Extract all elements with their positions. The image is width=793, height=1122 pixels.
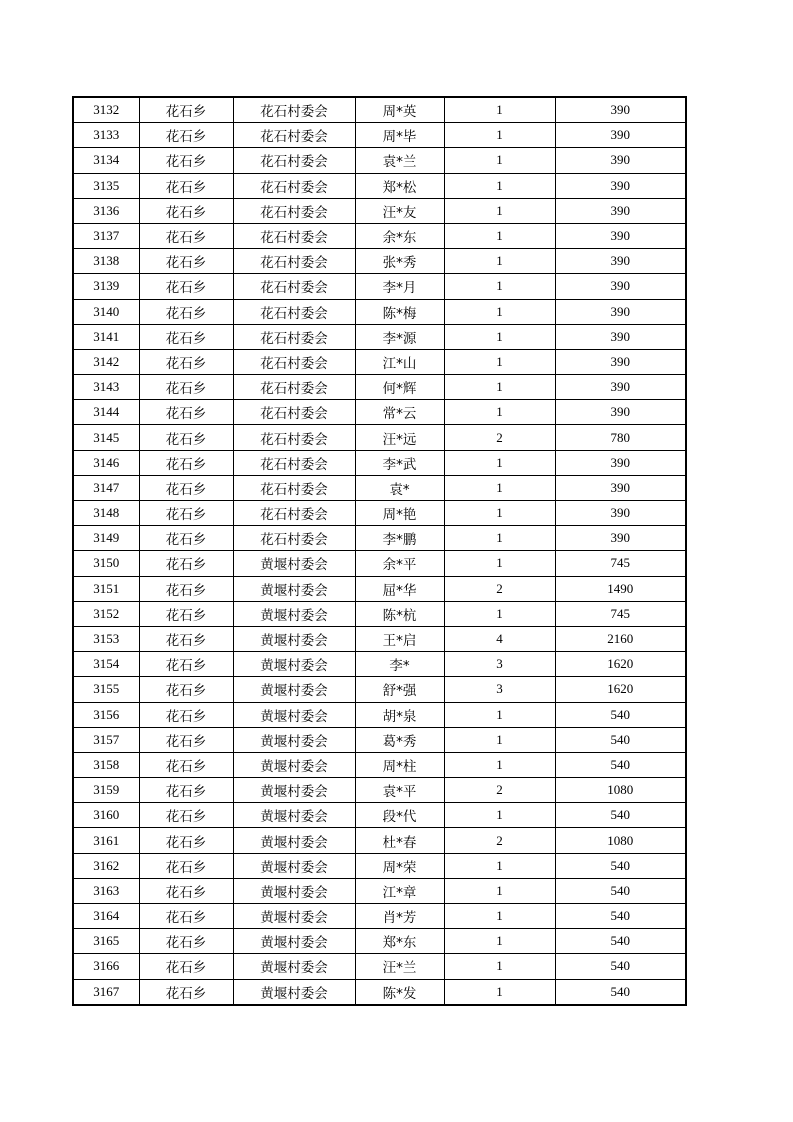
village-committee-cell: 黄堰村委会 (233, 929, 355, 954)
count-cell: 1 (444, 727, 555, 752)
count-cell: 3 (444, 677, 555, 702)
amount-cell: 540 (555, 702, 686, 727)
village-committee-cell: 花石村委会 (233, 97, 355, 123)
township-cell: 花石乡 (139, 249, 233, 274)
name-cell: 袁* (355, 475, 444, 500)
township-cell: 花石乡 (139, 601, 233, 626)
row-number-cell: 3149 (73, 526, 139, 551)
row-number-cell: 3150 (73, 551, 139, 576)
row-number-cell: 3141 (73, 324, 139, 349)
row-number-cell: 3147 (73, 475, 139, 500)
name-cell: 李*鹏 (355, 526, 444, 551)
name-cell: 陈*梅 (355, 299, 444, 324)
name-cell: 杜*春 (355, 828, 444, 853)
village-committee-cell: 黄堰村委会 (233, 576, 355, 601)
name-cell: 郑*松 (355, 173, 444, 198)
amount-cell: 2160 (555, 626, 686, 651)
row-number-cell: 3162 (73, 853, 139, 878)
amount-cell: 1490 (555, 576, 686, 601)
village-committee-cell: 花石村委会 (233, 324, 355, 349)
table-row (73, 274, 686, 299)
table-row (73, 702, 686, 727)
amount-cell: 390 (555, 148, 686, 173)
amount-cell: 745 (555, 601, 686, 626)
name-cell: 周*柱 (355, 752, 444, 777)
row-number-cell: 3134 (73, 148, 139, 173)
village-committee-cell: 黄堰村委会 (233, 752, 355, 777)
amount-cell: 780 (555, 425, 686, 450)
count-cell: 2 (444, 576, 555, 601)
name-cell: 肖*芳 (355, 904, 444, 929)
row-number-cell: 3133 (73, 123, 139, 148)
name-cell: 胡*泉 (355, 702, 444, 727)
table-row (73, 249, 686, 274)
village-committee-cell: 花石村委会 (233, 450, 355, 475)
name-cell: 袁*兰 (355, 148, 444, 173)
table-row (73, 752, 686, 777)
name-cell: 余*东 (355, 223, 444, 248)
amount-cell: 1080 (555, 778, 686, 803)
amount-cell: 390 (555, 97, 686, 123)
table-row (73, 677, 686, 702)
count-cell: 1 (444, 501, 555, 526)
count-cell: 1 (444, 954, 555, 979)
village-committee-cell: 花石村委会 (233, 148, 355, 173)
count-cell: 1 (444, 878, 555, 903)
row-number-cell: 3152 (73, 601, 139, 626)
village-committee-cell: 黄堰村委会 (233, 677, 355, 702)
name-cell: 周*艳 (355, 501, 444, 526)
count-cell: 1 (444, 551, 555, 576)
village-committee-cell: 黄堰村委会 (233, 727, 355, 752)
village-committee-cell: 黄堰村委会 (233, 979, 355, 1005)
amount-cell: 540 (555, 929, 686, 954)
row-number-cell: 3166 (73, 954, 139, 979)
village-committee-cell: 黄堰村委会 (233, 778, 355, 803)
table-row (73, 954, 686, 979)
count-cell: 1 (444, 173, 555, 198)
village-committee-cell: 黄堰村委会 (233, 601, 355, 626)
row-number-cell: 3138 (73, 249, 139, 274)
row-number-cell: 3155 (73, 677, 139, 702)
table-row (73, 626, 686, 651)
row-number-cell: 3158 (73, 752, 139, 777)
amount-cell: 390 (555, 274, 686, 299)
count-cell: 1 (444, 904, 555, 929)
count-cell: 1 (444, 526, 555, 551)
row-number-cell: 3151 (73, 576, 139, 601)
name-cell: 陈*杭 (355, 601, 444, 626)
township-cell: 花石乡 (139, 223, 233, 248)
table-row (73, 475, 686, 500)
count-cell: 1 (444, 349, 555, 374)
count-cell: 1 (444, 929, 555, 954)
village-committee-cell: 花石村委会 (233, 249, 355, 274)
township-cell: 花石乡 (139, 501, 233, 526)
village-committee-cell: 黄堰村委会 (233, 954, 355, 979)
village-committee-cell: 花石村委会 (233, 501, 355, 526)
name-cell: 周*英 (355, 97, 444, 123)
count-cell: 3 (444, 652, 555, 677)
count-cell: 1 (444, 450, 555, 475)
count-cell: 2 (444, 778, 555, 803)
village-committee-cell: 花石村委会 (233, 375, 355, 400)
amount-cell: 390 (555, 400, 686, 425)
village-committee-cell: 花石村委会 (233, 475, 355, 500)
row-number-cell: 3159 (73, 778, 139, 803)
township-cell: 花石乡 (139, 425, 233, 450)
amount-cell: 1620 (555, 652, 686, 677)
table-row (73, 727, 686, 752)
village-committee-cell: 花石村委会 (233, 400, 355, 425)
row-number-cell: 3144 (73, 400, 139, 425)
count-cell: 2 (444, 828, 555, 853)
amount-cell: 540 (555, 878, 686, 903)
amount-cell: 390 (555, 173, 686, 198)
township-cell: 花石乡 (139, 299, 233, 324)
row-number-cell: 3137 (73, 223, 139, 248)
count-cell: 1 (444, 123, 555, 148)
township-cell: 花石乡 (139, 349, 233, 374)
count-cell: 1 (444, 375, 555, 400)
row-number-cell: 3163 (73, 878, 139, 903)
count-cell: 1 (444, 803, 555, 828)
name-cell: 周*荣 (355, 853, 444, 878)
amount-cell: 1080 (555, 828, 686, 853)
table-row (73, 425, 686, 450)
table-row (73, 828, 686, 853)
township-cell: 花石乡 (139, 727, 233, 752)
name-cell: 李*源 (355, 324, 444, 349)
name-cell: 屈*华 (355, 576, 444, 601)
row-number-cell: 3167 (73, 979, 139, 1005)
count-cell: 1 (444, 475, 555, 500)
township-cell: 花石乡 (139, 929, 233, 954)
row-number-cell: 3142 (73, 349, 139, 374)
count-cell: 1 (444, 752, 555, 777)
amount-cell: 540 (555, 954, 686, 979)
amount-cell: 390 (555, 526, 686, 551)
amount-cell: 390 (555, 223, 686, 248)
village-committee-cell: 花石村委会 (233, 349, 355, 374)
village-committee-cell: 花石村委会 (233, 173, 355, 198)
amount-cell: 540 (555, 853, 686, 878)
village-committee-cell: 花石村委会 (233, 299, 355, 324)
township-cell: 花石乡 (139, 904, 233, 929)
township-cell: 花石乡 (139, 375, 233, 400)
data-table (72, 96, 687, 1006)
amount-cell: 540 (555, 904, 686, 929)
name-cell: 葛*秀 (355, 727, 444, 752)
village-committee-cell: 黄堰村委会 (233, 904, 355, 929)
count-cell: 2 (444, 425, 555, 450)
table-row (73, 929, 686, 954)
table-row (73, 576, 686, 601)
count-cell: 1 (444, 299, 555, 324)
name-cell: 李* (355, 652, 444, 677)
name-cell: 周*毕 (355, 123, 444, 148)
amount-cell: 540 (555, 752, 686, 777)
amount-cell: 1620 (555, 677, 686, 702)
name-cell: 李*武 (355, 450, 444, 475)
count-cell: 1 (444, 249, 555, 274)
table-row (73, 223, 686, 248)
name-cell: 常*云 (355, 400, 444, 425)
table-row (73, 853, 686, 878)
village-committee-cell: 花石村委会 (233, 223, 355, 248)
name-cell: 舒*强 (355, 677, 444, 702)
amount-cell: 390 (555, 324, 686, 349)
village-committee-cell: 花石村委会 (233, 198, 355, 223)
township-cell: 花石乡 (139, 979, 233, 1005)
row-number-cell: 3156 (73, 702, 139, 727)
township-cell: 花石乡 (139, 450, 233, 475)
name-cell: 李*月 (355, 274, 444, 299)
count-cell: 1 (444, 274, 555, 299)
village-committee-cell: 花石村委会 (233, 425, 355, 450)
township-cell: 花石乡 (139, 97, 233, 123)
row-number-cell: 3139 (73, 274, 139, 299)
name-cell: 汪*兰 (355, 954, 444, 979)
village-committee-cell: 黄堰村委会 (233, 551, 355, 576)
table-body (73, 97, 686, 1005)
name-cell: 汪*远 (355, 425, 444, 450)
township-cell: 花石乡 (139, 123, 233, 148)
row-number-cell: 3154 (73, 652, 139, 677)
township-cell: 花石乡 (139, 702, 233, 727)
amount-cell: 390 (555, 299, 686, 324)
amount-cell: 745 (555, 551, 686, 576)
count-cell: 1 (444, 223, 555, 248)
table-row (73, 878, 686, 903)
village-committee-cell: 黄堰村委会 (233, 853, 355, 878)
row-number-cell: 3153 (73, 626, 139, 651)
township-cell: 花石乡 (139, 954, 233, 979)
row-number-cell: 3143 (73, 375, 139, 400)
count-cell: 1 (444, 324, 555, 349)
amount-cell: 390 (555, 375, 686, 400)
amount-cell: 390 (555, 123, 686, 148)
table-row (73, 979, 686, 1005)
township-cell: 花石乡 (139, 752, 233, 777)
count-cell: 1 (444, 97, 555, 123)
township-cell: 花石乡 (139, 853, 233, 878)
name-cell: 何*辉 (355, 375, 444, 400)
table-row (73, 904, 686, 929)
count-cell: 1 (444, 979, 555, 1005)
village-committee-cell: 黄堰村委会 (233, 702, 355, 727)
village-committee-cell: 花石村委会 (233, 123, 355, 148)
table-row (73, 324, 686, 349)
village-committee-cell: 黄堰村委会 (233, 878, 355, 903)
township-cell: 花石乡 (139, 324, 233, 349)
township-cell: 花石乡 (139, 173, 233, 198)
row-number-cell: 3160 (73, 803, 139, 828)
name-cell: 段*代 (355, 803, 444, 828)
township-cell: 花石乡 (139, 652, 233, 677)
name-cell: 袁*平 (355, 778, 444, 803)
table-row (73, 803, 686, 828)
count-cell: 1 (444, 853, 555, 878)
village-committee-cell: 黄堰村委会 (233, 828, 355, 853)
name-cell: 郑*东 (355, 929, 444, 954)
village-committee-cell: 黄堰村委会 (233, 803, 355, 828)
amount-cell: 390 (555, 450, 686, 475)
township-cell: 花石乡 (139, 677, 233, 702)
township-cell: 花石乡 (139, 198, 233, 223)
table-row (73, 778, 686, 803)
name-cell: 余*平 (355, 551, 444, 576)
amount-cell: 540 (555, 727, 686, 752)
table-row (73, 299, 686, 324)
table-row (73, 551, 686, 576)
count-cell: 1 (444, 702, 555, 727)
township-cell: 花石乡 (139, 274, 233, 299)
count-cell: 4 (444, 626, 555, 651)
amount-cell: 390 (555, 349, 686, 374)
amount-cell: 390 (555, 198, 686, 223)
table-row (73, 123, 686, 148)
name-cell: 江*章 (355, 878, 444, 903)
row-number-cell: 3135 (73, 173, 139, 198)
table-row (73, 375, 686, 400)
row-number-cell: 3145 (73, 425, 139, 450)
township-cell: 花石乡 (139, 526, 233, 551)
amount-cell: 390 (555, 475, 686, 500)
table-row (73, 501, 686, 526)
row-number-cell: 3161 (73, 828, 139, 853)
row-number-cell: 3157 (73, 727, 139, 752)
table-row (73, 601, 686, 626)
table-row (73, 652, 686, 677)
name-cell: 江*山 (355, 349, 444, 374)
count-cell: 1 (444, 601, 555, 626)
name-cell: 张*秀 (355, 249, 444, 274)
row-number-cell: 3136 (73, 198, 139, 223)
row-number-cell: 3164 (73, 904, 139, 929)
amount-cell: 390 (555, 249, 686, 274)
township-cell: 花石乡 (139, 778, 233, 803)
count-cell: 1 (444, 148, 555, 173)
township-cell: 花石乡 (139, 148, 233, 173)
table-row (73, 198, 686, 223)
village-committee-cell: 花石村委会 (233, 526, 355, 551)
table-row (73, 400, 686, 425)
table-row (73, 450, 686, 475)
row-number-cell: 3146 (73, 450, 139, 475)
amount-cell: 540 (555, 979, 686, 1005)
name-cell: 陈*发 (355, 979, 444, 1005)
row-number-cell: 3165 (73, 929, 139, 954)
village-committee-cell: 黄堰村委会 (233, 626, 355, 651)
row-number-cell: 3140 (73, 299, 139, 324)
village-committee-cell: 黄堰村委会 (233, 652, 355, 677)
township-cell: 花石乡 (139, 828, 233, 853)
count-cell: 1 (444, 400, 555, 425)
table-row (73, 173, 686, 198)
township-cell: 花石乡 (139, 400, 233, 425)
row-number-cell: 3148 (73, 501, 139, 526)
count-cell: 1 (444, 198, 555, 223)
table-row (73, 148, 686, 173)
amount-cell: 540 (555, 803, 686, 828)
table-row (73, 97, 686, 123)
township-cell: 花石乡 (139, 475, 233, 500)
name-cell: 汪*友 (355, 198, 444, 223)
village-committee-cell: 花石村委会 (233, 274, 355, 299)
township-cell: 花石乡 (139, 626, 233, 651)
township-cell: 花石乡 (139, 576, 233, 601)
row-number-cell: 3132 (73, 97, 139, 123)
amount-cell: 390 (555, 501, 686, 526)
table-row (73, 526, 686, 551)
township-cell: 花石乡 (139, 803, 233, 828)
township-cell: 花石乡 (139, 878, 233, 903)
table-row (73, 349, 686, 374)
name-cell: 王*启 (355, 626, 444, 651)
township-cell: 花石乡 (139, 551, 233, 576)
